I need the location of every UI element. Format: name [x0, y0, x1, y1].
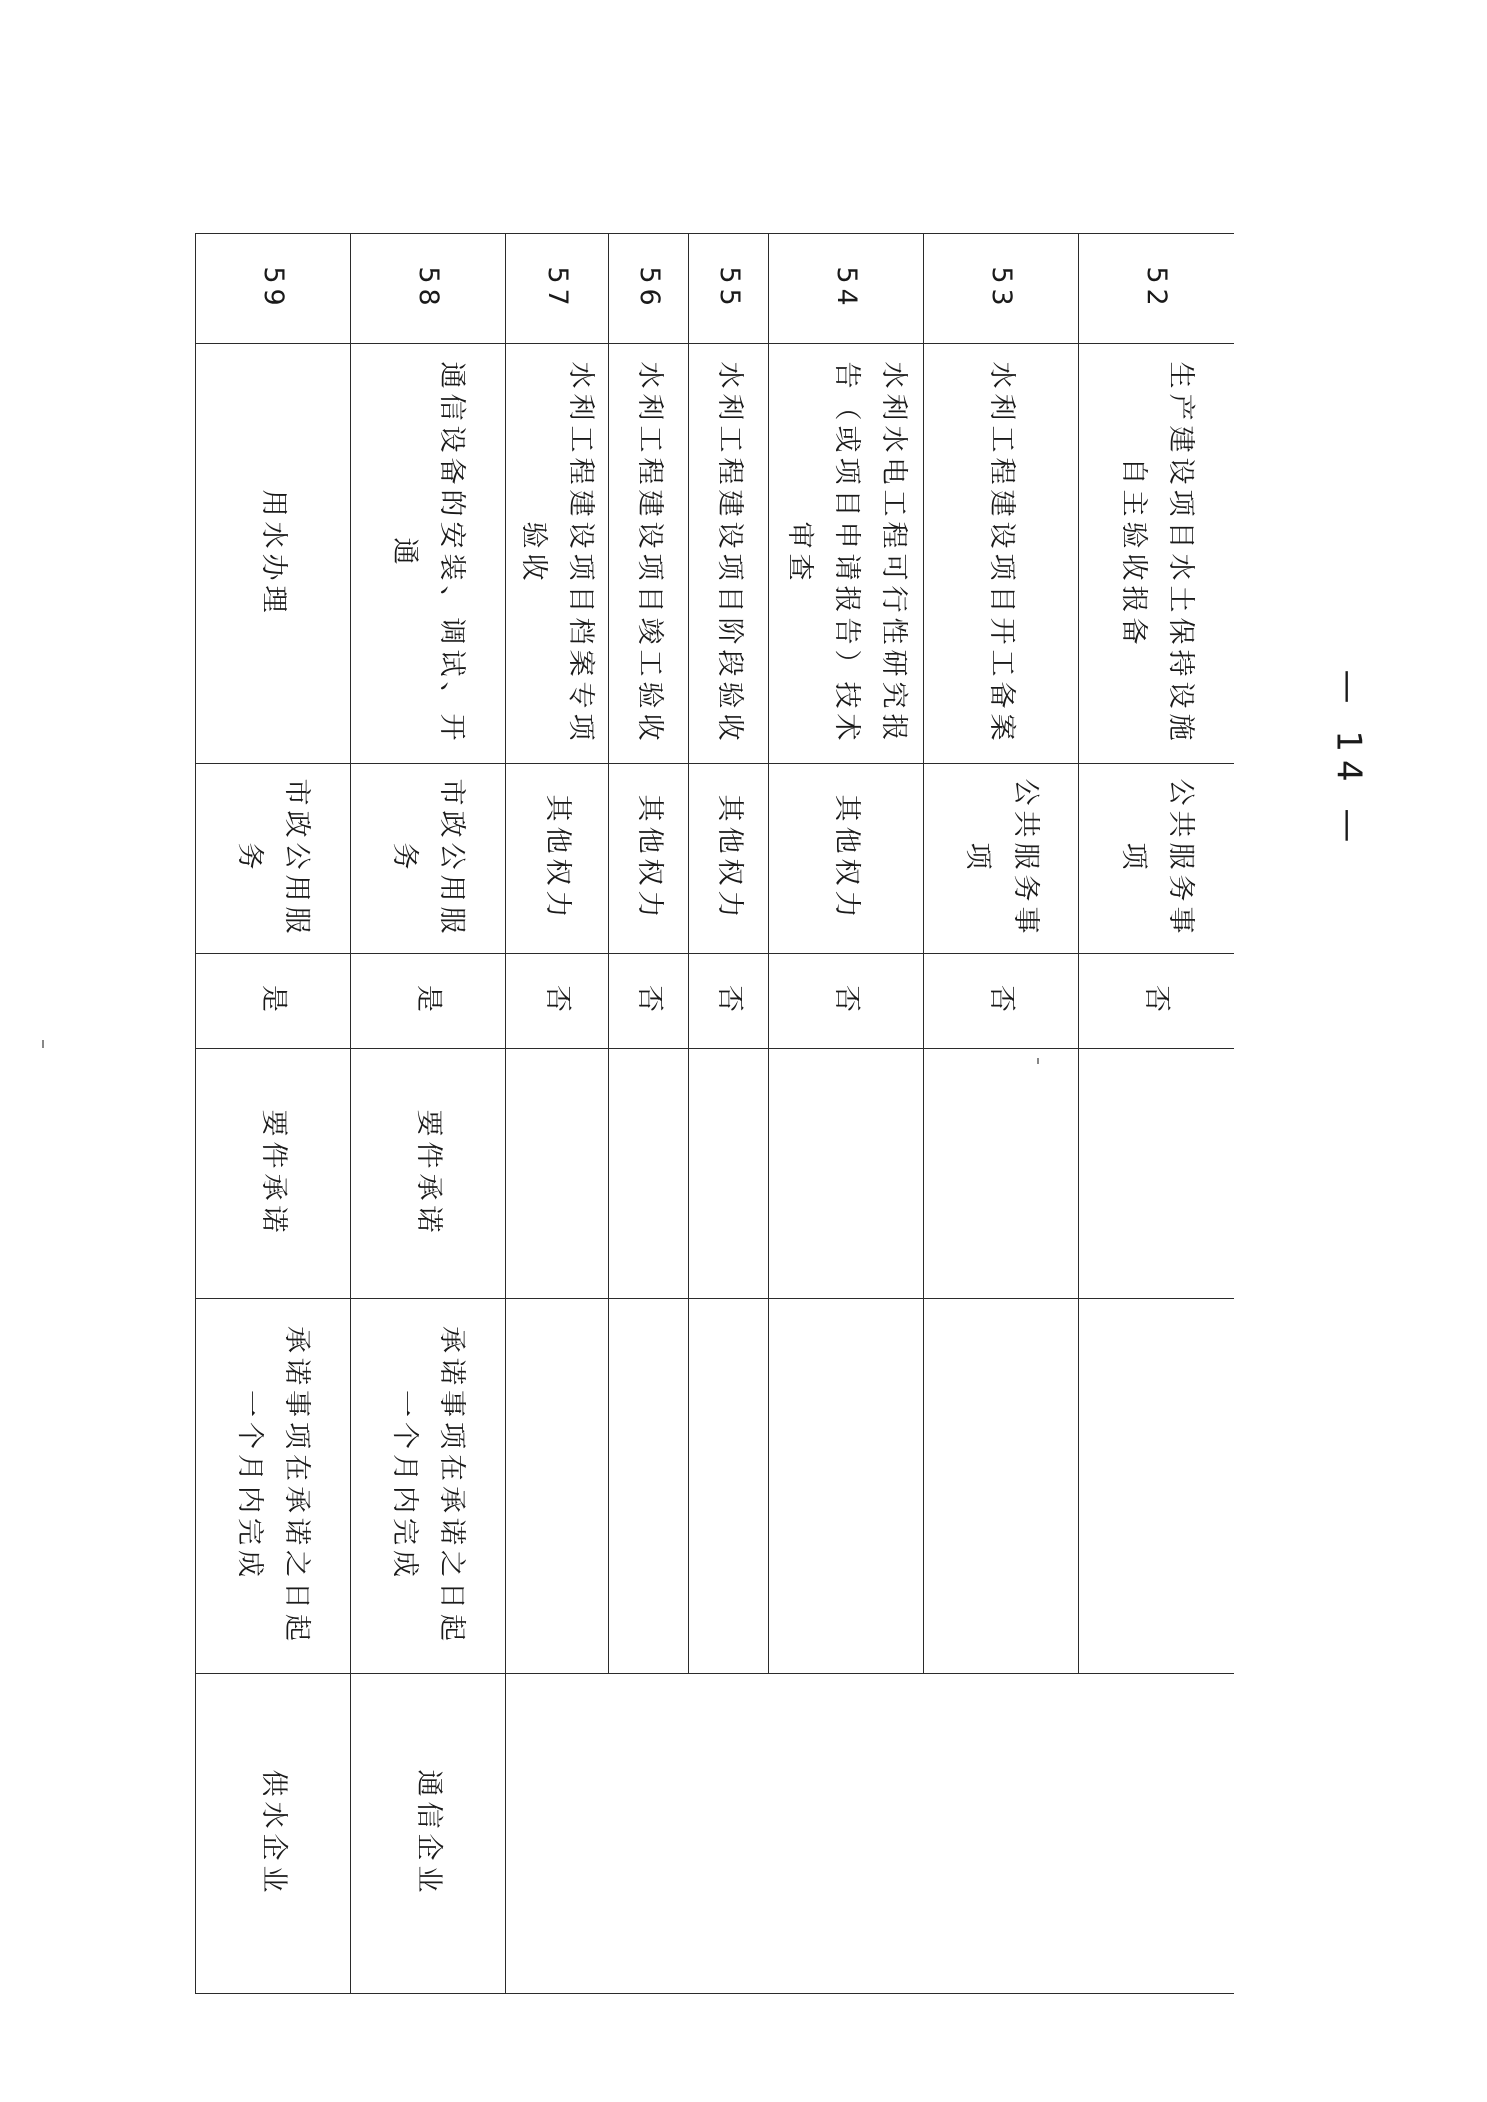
- commitment-deadline: 承诺事项在承诺之日起一个月内完成: [196, 1299, 351, 1674]
- accept-commitment: 否: [689, 954, 769, 1049]
- commitment-form: 要件承诺: [196, 1049, 351, 1299]
- rotated-table-frame: [202, 233, 1234, 1993]
- item-name: 水利工程建设项目竣工验收: [609, 344, 689, 764]
- commitment-deadline: [506, 1299, 610, 1674]
- item-name: 用水办理: [196, 344, 351, 764]
- commitment-form: [506, 1049, 610, 1299]
- item-type: 市政公用服务: [196, 764, 351, 954]
- item-type: 其他权力: [609, 764, 689, 954]
- accept-commitment: 是: [196, 954, 351, 1049]
- org-blank-merged: [506, 1674, 1235, 1994]
- commitment-form: [769, 1049, 924, 1299]
- accept-commitment: 否: [506, 954, 610, 1049]
- item-name: 水利工程建设项目阶段验收: [689, 344, 769, 764]
- item-name: 水利工程建设项目开工备案: [924, 344, 1079, 764]
- row-number: 59: [196, 234, 351, 344]
- page-number: [1318, 669, 1378, 851]
- row-number: 58: [351, 234, 506, 344]
- commitment-form: [1079, 1049, 1234, 1299]
- item-name: 生产建设项目水土保持设施自主验收报备: [1079, 344, 1234, 764]
- item-name: 水利工程建设项目档案专项验收: [506, 344, 610, 764]
- commitment-form: 要件承诺: [351, 1049, 506, 1299]
- item-name: 水利水电工程可行性研究报告（或项目申请报告）技术审查: [769, 344, 924, 764]
- scan-speck: [42, 1040, 44, 1048]
- row-number: 53: [924, 234, 1079, 344]
- commitment-deadline: 承诺事项在承诺之日起一个月内完成: [351, 1299, 506, 1674]
- item-type: 公共服务事项: [924, 764, 1079, 954]
- commitment-form: [689, 1049, 769, 1299]
- row-number: 57: [506, 234, 610, 344]
- item-list-table: [195, 233, 1234, 1994]
- item-type: 市政公用服务: [351, 764, 506, 954]
- accept-commitment: 否: [769, 954, 924, 1049]
- responsible-org: 供水企业: [196, 1674, 351, 1994]
- responsible-org: 通信企业: [351, 1674, 506, 1994]
- item-type: 其他权力: [506, 764, 610, 954]
- commitment-deadline: [1079, 1299, 1234, 1674]
- page-number-text: — 14 —: [1328, 669, 1369, 851]
- item-type: 公共服务事项: [1079, 764, 1234, 954]
- commitment-deadline: [689, 1299, 769, 1674]
- row-number: 54: [769, 234, 924, 344]
- accept-commitment: 否: [609, 954, 689, 1049]
- item-type: 其他权力: [689, 764, 769, 954]
- commitment-deadline: [924, 1299, 1079, 1674]
- row-number: 55: [689, 234, 769, 344]
- accept-commitment: 否: [924, 954, 1079, 1049]
- table-row: [196, 234, 351, 1994]
- commitment-form: [609, 1049, 689, 1299]
- accept-commitment: 否: [1079, 954, 1234, 1049]
- commitment-form: [924, 1049, 1079, 1299]
- item-type: 其他权力: [769, 764, 924, 954]
- commitment-deadline: [609, 1299, 689, 1674]
- accept-commitment: 是: [351, 954, 506, 1049]
- table-row: [1079, 234, 1234, 1994]
- table-row: [351, 234, 506, 1994]
- item-name: 通信设备的安装、调试、开通: [351, 344, 506, 764]
- row-number: 52: [1079, 234, 1234, 344]
- commitment-deadline: [769, 1299, 924, 1674]
- scan-speck: [1037, 1058, 1039, 1064]
- row-number: 56: [609, 234, 689, 344]
